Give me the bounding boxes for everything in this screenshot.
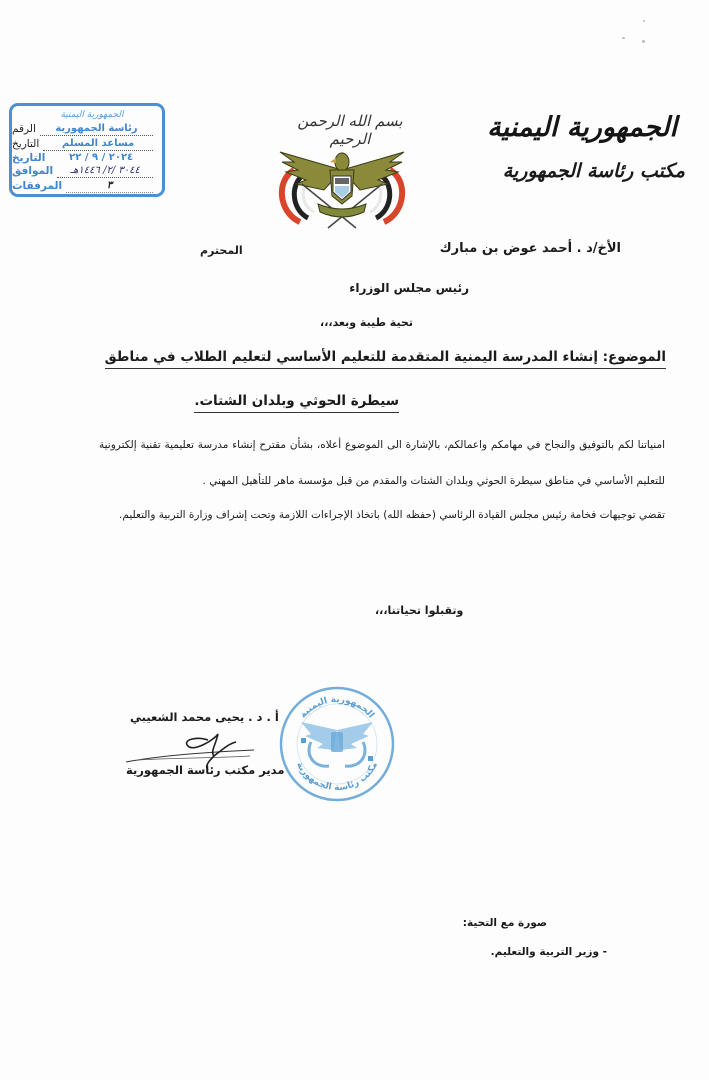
greeting: تحية طيبة وبعد،،،: [320, 316, 413, 329]
yemen-emblem-icon: [272, 140, 412, 232]
scan-speck: [642, 40, 645, 43]
stamp-top-text: الجمهورية اليمنية: [298, 694, 376, 721]
cc-label: صورة مع التحية:: [462, 917, 547, 929]
signatory-title: مدير مكتب رئاسة الجمهورية: [126, 763, 285, 777]
registration-label: الموافق: [12, 165, 54, 177]
registration-value: ٣: [66, 180, 153, 193]
closing: وتقبلوا تحياتنا،،،: [375, 604, 464, 617]
addressee-honorific: المحترم: [200, 244, 243, 257]
registration-row-hijri: [12, 164, 156, 178]
scan-speck: [622, 37, 625, 39]
svg-text:الجمهورية اليمنية: [298, 695, 375, 720]
signatory-name: أ . د . يحيى محمد الشعيبي: [130, 710, 279, 724]
cc-item: - وزير التربية والتعليم.: [490, 946, 607, 958]
registration-label: المرفقات: [12, 180, 63, 192]
svg-text:مكتب رئاسة الجمهورية: [294, 761, 380, 794]
body-paragraph-1: امنياتنا لكم بالتوفيق والنجاح في مهامكم واعمالكم، بالإشارة الى الموضوع أعلاه، بشأن مقترح إنشاء مدرسة تعليمية تقنية إلكترونية للتعليم الأساسي في مناطق سيطرة الحوثي وبلدان الشتات والمقدم من قبل مؤسسة ماهر للتأهيل المهني .: [99, 439, 665, 487]
registration-value: مساعد المسلم: [43, 138, 153, 151]
registration-value: ٢٠٢٤ / ٩ / ٢٢: [69, 152, 134, 163]
registration-value: ٣٠٤٤ /٢/ ١٤٤٦هـ: [57, 165, 153, 178]
registration-row-attachments: [12, 179, 156, 193]
body-paragraph-2: تقضي توجيهات فخامة رئيس مجلس القيادة الرئاسي (حفظه الله) باتخاذ الإجراءات اللازمة وتحت إشراف وزارة التربية والتعليم.: [119, 509, 665, 521]
registration-value: رئاسة الجمهورية: [40, 123, 153, 136]
registration-label: الرقم: [12, 123, 36, 135]
stamp-bottom-text: مكتب رئاسة الجمهورية: [294, 760, 380, 794]
registration-stamp: [9, 103, 165, 197]
official-round-stamp: [277, 684, 397, 804]
subject-line-2: سيطرة الحوثي وبلدان الشتات.: [194, 393, 399, 413]
letterhead-office: مكتب رئاسة الجمهورية: [502, 160, 685, 182]
basmala: بسم الله الرحمن الرحيم: [297, 112, 403, 148]
registration-label: التاريخ: [12, 152, 46, 164]
subject-line-1: الموضوع: إنشاء المدرسة اليمنية المتقدمة للتعليم الأساسي لتعليم الطلاب في مناطق: [105, 349, 666, 369]
addressee-position: رئيس مجلس الوزراء: [349, 281, 469, 295]
letterhead-country: الجمهورية اليمنية: [487, 112, 677, 143]
registration-label: التاريخ: [12, 138, 40, 150]
registration-stamp-header: الجمهورية اليمنية: [60, 110, 124, 120]
scan-speck: [643, 20, 645, 22]
registration-row-number: [12, 122, 156, 136]
addressee-name: الأخ/د . أحمد عوض بن مبارك: [439, 241, 621, 256]
registration-row-date: [12, 137, 156, 151]
registration-row-date-gregorian: [12, 151, 156, 165]
